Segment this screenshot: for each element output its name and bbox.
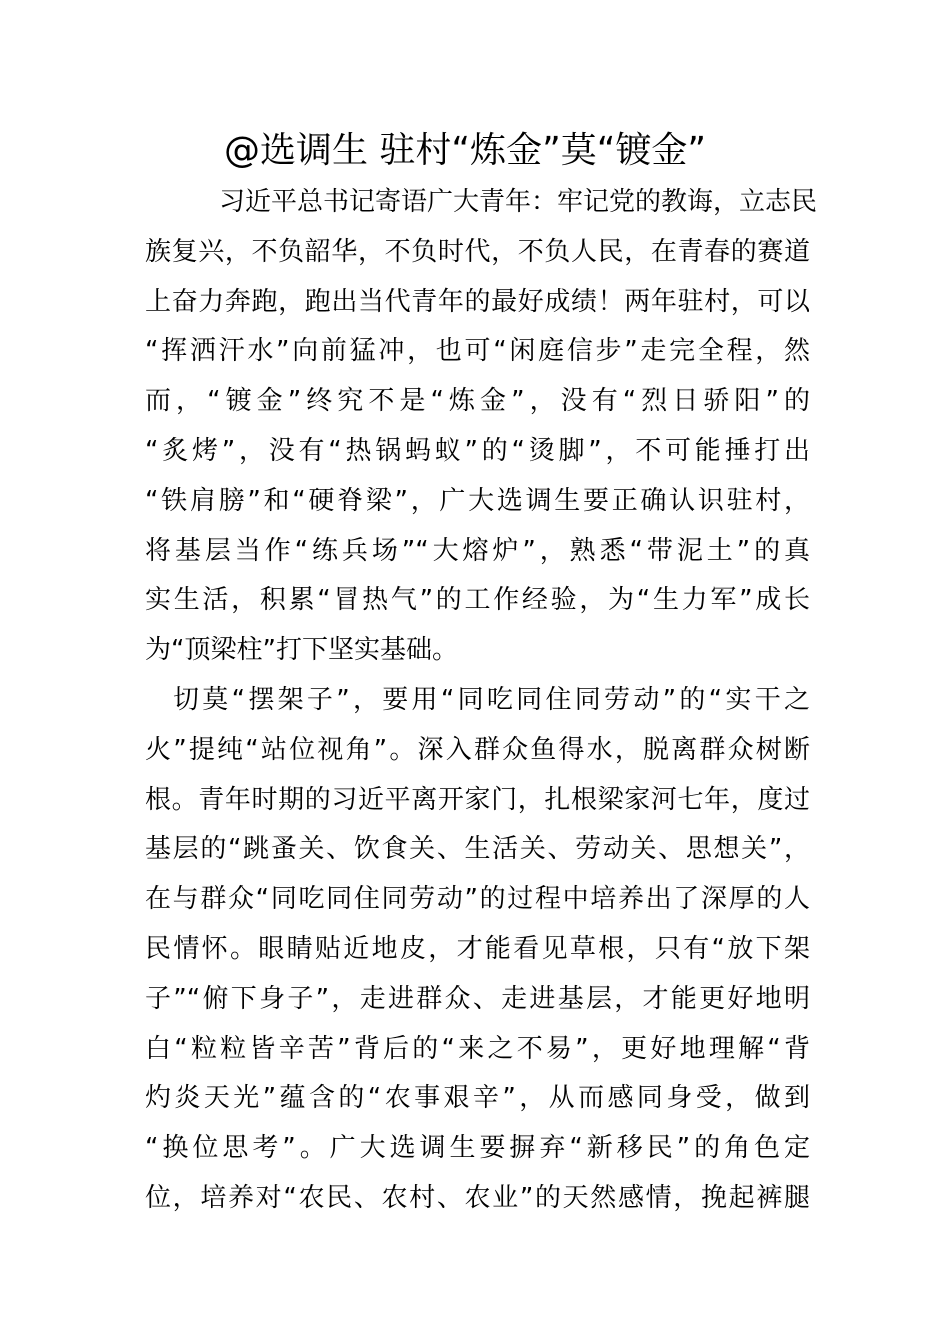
paragraph-2-line: 位，培养对“农民、农村、农业”的天然感情，挽起裤腿 [145, 1182, 810, 1213]
paragraph-2-line: 民情怀。眼睛贴近地皮，才能看见草根，只有“放下架 [145, 933, 810, 964]
paragraph-2-line: 切莫“摆架子”，要用“同吃同住同劳动”的“实干之 [173, 684, 810, 715]
document-body [145, 178, 818, 1224]
paragraph-1-line: “铁肩膀”和“硬脊梁”，广大选调生要正确认识驻村， [145, 485, 810, 516]
paragraph-1-line: 将基层当作“练兵场”“大熔炉”，熟悉“带泥土”的真 [145, 535, 810, 566]
document-title: @选调生 驻村“炼金”莫“镀金” [223, 130, 707, 171]
paragraph-1-line: 为“顶梁柱”打下坚实基础。 [145, 635, 458, 666]
paragraph-1-line: 而，“镀金”终究不是“炼金”，没有“烈日骄阳”的 [145, 386, 810, 417]
paragraph-1-line: 族复兴，不负韶华，不负时代，不负人民，在青春的赛道 [145, 236, 810, 267]
paragraph-1-line: 实生活，积累“冒热气”的工作经验，为“生力军”成长 [145, 585, 810, 616]
paragraph-1-line: 上奋力奔跑，跑出当代青年的最好成绩！两年驻村，可以 [145, 286, 810, 317]
paragraph-2-line: “换位思考”。广大选调生要摒弃“新移民”的角色定 [145, 1133, 810, 1164]
paragraph-1-line: 习近平总书记寄语广大青年：牢记党的教诲，立志民 [219, 187, 818, 217]
paragraph-2-line: 火”提纯“站位视角”。深入群众鱼得水，脱离群众树断 [145, 734, 810, 765]
paragraph-2-line: 在与群众“同吃同住同劳动”的过程中培养出了深厚的人 [145, 884, 810, 915]
paragraph-2-line: 基层的“跳蚤关、饮食关、生活关、劳动关、思想关”， [145, 834, 810, 865]
paragraph-2-line: 根。青年时期的习近平离开家门，扎根梁家河七年，度过 [145, 784, 810, 815]
paragraph-1-line: “炙烤”，没有“热锅蚂蚁”的“烫脚”，不可能捶打出 [145, 435, 810, 466]
paragraph-1-line: “挥洒汗水”向前猛冲，也可“闲庭信步”走完全程，然 [145, 336, 810, 367]
paragraph-2-line: 子”“俯下身子”，走进群众、走进基层，才能更好地明 [145, 983, 810, 1014]
paragraph-2-line: 灼炎天光”蕴含的“农事艰辛”，从而感同身受，做到 [145, 1083, 810, 1114]
paragraph-2-line: 白“粒粒皆辛苦”背后的“来之不易”，更好地理解“背 [145, 1033, 810, 1064]
